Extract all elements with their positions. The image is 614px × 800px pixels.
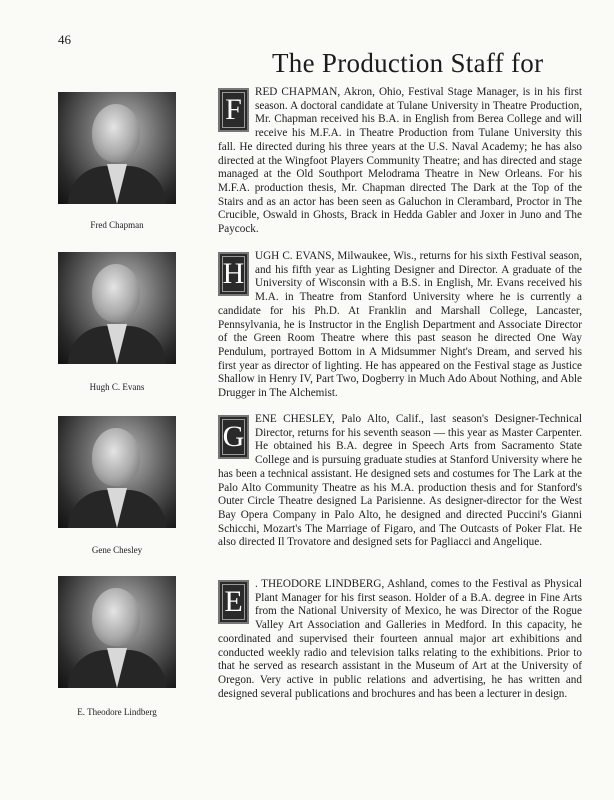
drop-cap: F [218, 88, 249, 132]
bio-text: ENE CHESLEY, Palo Alto, Calif., last season's Designer-Technical Director, returns for his seventh season — this year as Master Carpenter. He obtained his B.A. degree in Speech Arts from Sacramento State College and is pursuing graduate studies at Stanford University where he has been a technical assistant. He designed sets and costumes for The Lark at the Palo Alto Community Theatre as his M.A. production thesis and for Stanford's Outer Circle Theatre designed La Parisienne. As designer-director for the West Bay Opera Company in Palo Alto, he designed and directed Puccini's Gianni Schicchi, Mozart's The Marriage of Figaro, and The Outcasts of Poker Flat. He also directed Il Trovatore and designed sets for Pagliacci and Angelique. [218, 413, 582, 549]
bio-theodore-lindberg [218, 578, 582, 701]
portrait-photo-fred-chapman [58, 92, 176, 204]
caption-theodore-lindberg: E. Theodore Lindberg [77, 707, 157, 717]
bio-text: RED CHAPMAN, Akron, Ohio, Festival Stage Manager, is in his first season. A doctoral candidate at Tulane University in Theatre Production, Mr. Chapman received his B.A. in English from Berea College and will receive his M.F.A. in Theatre Production from Tulane University this fall. He directed during his three years at the U.S. Naval Academy; he has also directed at the Wingfoot Players Community Theatre; and has directed and stage managed at the Old Southport Melodrama Theatre in New Orleans. For his M.F.A. production thesis, Mr. Chapman directed The Dark at the Top of the Stairs and as an actor has been seen as Galuchon in Clerambard, Proctor in The Crucible, Oswald in Ghosts, Brack in Hedda Gabler and Joxer in Juno and The Paycock. [218, 86, 582, 236]
page-title: The Production Staff for [272, 48, 544, 78]
drop-cap: G [218, 415, 249, 459]
portrait-photo-gene-chesley [58, 416, 176, 528]
caption-fred-chapman: Fred Chapman [90, 220, 144, 230]
bio-hugh-evans [218, 250, 582, 401]
bio-fred-chapman [218, 86, 582, 237]
portrait-photo-hugh-evans [58, 252, 176, 364]
bio-text: UGH C. EVANS, Milwaukee, Wis., returns for his sixth Festival season, and his fifth year as Lighting Designer and Director. A graduate of the University of Wisconsin with a B.S. in English, Mr. Evans received his M.A. in Theatre from Stanford University where he is currently a candidate for his Ph.D. At Franklin and Marshall College, Lancaster, Pennsylvania, he is Instructor in the English Department and Associate Director of the Green Room Theatre where this past season he directed One Way Pendulum, portrayed Bottom in A Midsummer Night's Dream, and served his first year as director of lighting. He has appeared on the Festival stage as Justice Shallow in Henry IV, Part Two, Dogberry in Much Ado About Nothing, and Able Drugger in The Alchemist. [218, 250, 582, 400]
drop-cap: H [218, 252, 249, 296]
bio-gene-chesley [218, 413, 582, 550]
page-number: 46 [58, 32, 71, 47]
portrait-photo-theodore-lindberg [58, 576, 176, 688]
caption-hugh-evans: Hugh C. Evans [89, 382, 145, 392]
drop-cap: E [218, 580, 249, 624]
bio-text: . THEODORE LINDBERG, Ashland, comes to the Festival as Physical Plant Manager for his first season. Holder of a B.A. degree in Fine Arts from the National University of Mexico, he was Director of the Rogue Valley Art Association and Galleries in Medford. In this capacity, he coordinated and supervised their fourteen annual major art exhibitions and conducted weekly radio and television talks relating to the exhibitions. Prior to that he served as research assistant in the Museum of Art at the University of Oregon. Very active in public relations and advertising, he has written and designed several publications and brochures and has been a lecturer in design. [218, 578, 582, 700]
caption-gene-chesley: Gene Chesley [91, 545, 143, 555]
